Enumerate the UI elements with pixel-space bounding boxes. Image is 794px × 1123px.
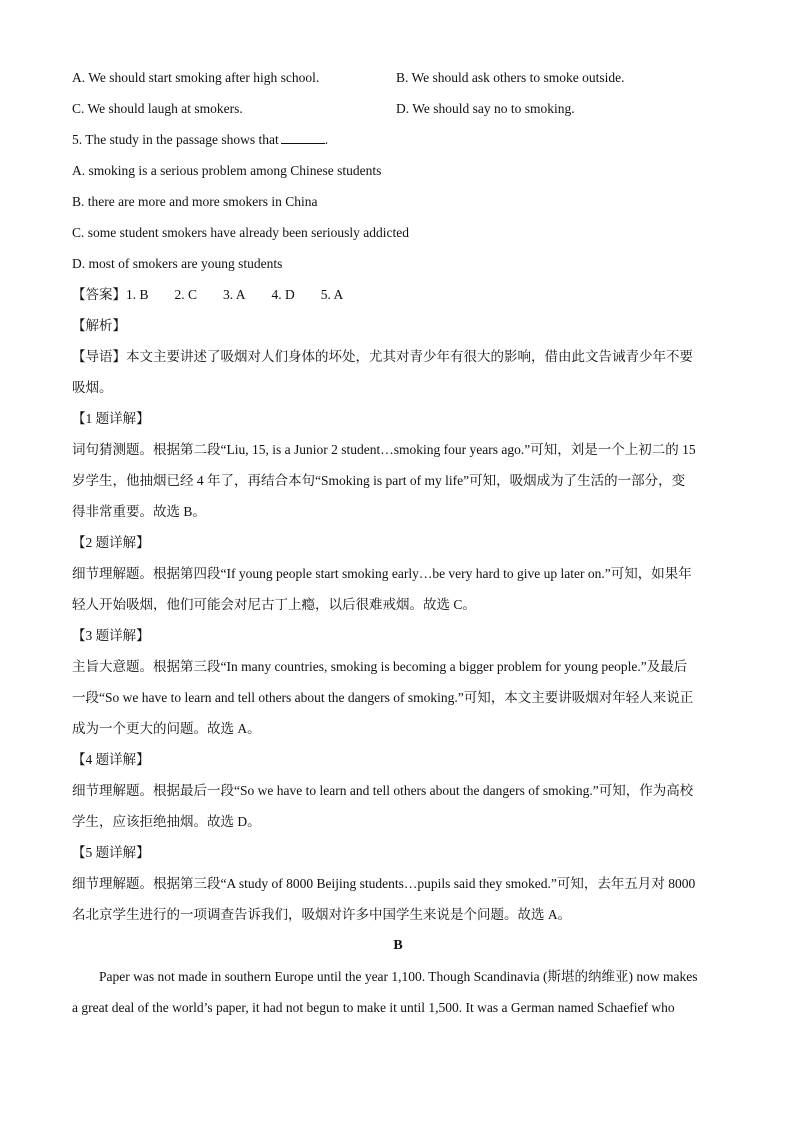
guide-line-1: 【导语】本文主要讲述了吸烟对人们身体的坏处，尤其对青少年有很大的影响，借由此文告诫青少年不要 — [72, 349, 693, 364]
detail-4-line: 细节理解题。根据最后一段“So we have to learn and tell others about the dangers of smoking.”可知，作为高校 — [72, 783, 694, 798]
detail-5-line: 名北京学生进行的一项调查告诉我们，吸烟对许多中国学生来说是个问题。故选 A。 — [72, 907, 572, 922]
detail-1-line: 岁学生，他抽烟已经 4 年了，再结合本句“Smoking is part of my life”可知，吸烟成为了生活的一部分，变 — [72, 473, 686, 488]
q5-option-b: B. there are more and more smokers in China — [72, 194, 318, 209]
detail-3-line: 成为一个更大的问题。故选 A。 — [72, 721, 261, 736]
detail-4-title: 【4 题详解】 — [72, 752, 150, 767]
q5-stem — [72, 124, 724, 155]
answer-label: 【答案】 — [72, 287, 126, 302]
detail-4-line: 学生，应该拒绝抽烟。故选 D。 — [72, 814, 261, 829]
section-b-heading: B — [393, 938, 403, 953]
answer-item: 4. D — [271, 287, 295, 302]
answer-item: 5. A — [320, 287, 344, 302]
document-page — [72, 62, 724, 1023]
answer-item: 2. C — [174, 287, 198, 302]
answer-blank — [281, 133, 325, 144]
detail-3-title: 【3 题详解】 — [72, 628, 150, 643]
q5-stem-end: . — [324, 132, 329, 147]
q5-option-d: D. most of smokers are young students — [72, 256, 283, 271]
detail-1-line: 得非常重要。故选 B。 — [72, 504, 206, 519]
detail-5-line: 细节理解题。根据第三段“A study of 8000 Beijing students…pupils said they smoked.”可知，去年五月对 8000 — [72, 876, 696, 891]
q4-option-a: A. We should start smoking after high school. — [72, 70, 320, 85]
q5-stem-text: 5. The study in the passage shows that — [72, 132, 279, 147]
detail-2-line: 轻人开始吸烟，他们可能会对尼古丁上瘾，以后很难戒烟。故选 C。 — [72, 597, 476, 612]
q4-option-b: B. We should ask others to smoke outside. — [396, 70, 625, 85]
detail-3-line: 主旨大意题。根据第三段“In many countries, smoking is becoming a bigger problem for young people.”及最后 — [72, 659, 688, 674]
detail-1-title: 【1 题详解】 — [72, 411, 150, 426]
q5-option-a: A. smoking is a serious problem among Chinese students — [72, 163, 382, 178]
section-b-line-2: a great deal of the world’s paper, it had not begun to make it until 1,500. It was a German named Schaefief who — [72, 1000, 675, 1015]
q5-option-c: C. some student smokers have already been seriously addicted — [72, 225, 410, 240]
answer-line — [72, 279, 724, 310]
q4-options-row-1 — [72, 62, 724, 93]
guide-line-2: 吸烟。 — [72, 380, 113, 395]
detail-1-line: 词句猜测题。根据第二段“Liu, 15, is a Junior 2 student…smoking four years ago.”可知，刘是一个上初二的 15 — [72, 442, 696, 457]
answer-item: 3. A — [223, 287, 246, 302]
q4-option-c: C. We should laugh at smokers. — [72, 101, 243, 116]
analysis-label: 【解析】 — [72, 318, 126, 333]
detail-2-line: 细节理解题。根据第四段“If young people start smoking early…be very hard to give up later on.”可知，如果年 — [72, 566, 692, 581]
section-b-line-1: Paper was not made in southern Europe until the year 1,100. Though Scandinavia (斯堪的纳维亚) now makes — [99, 969, 698, 984]
detail-2-title: 【2 题详解】 — [72, 535, 150, 550]
detail-5-title: 【5 题详解】 — [72, 845, 150, 860]
q4-options-row-2 — [72, 93, 724, 124]
q4-option-d: D. We should say no to smoking. — [396, 101, 575, 116]
answer-item: 1. B — [126, 287, 149, 302]
detail-3-line: 一段“So we have to learn and tell others about the dangers of smoking.”可知，本文主要讲吸烟对年轻人来说正 — [72, 690, 694, 705]
